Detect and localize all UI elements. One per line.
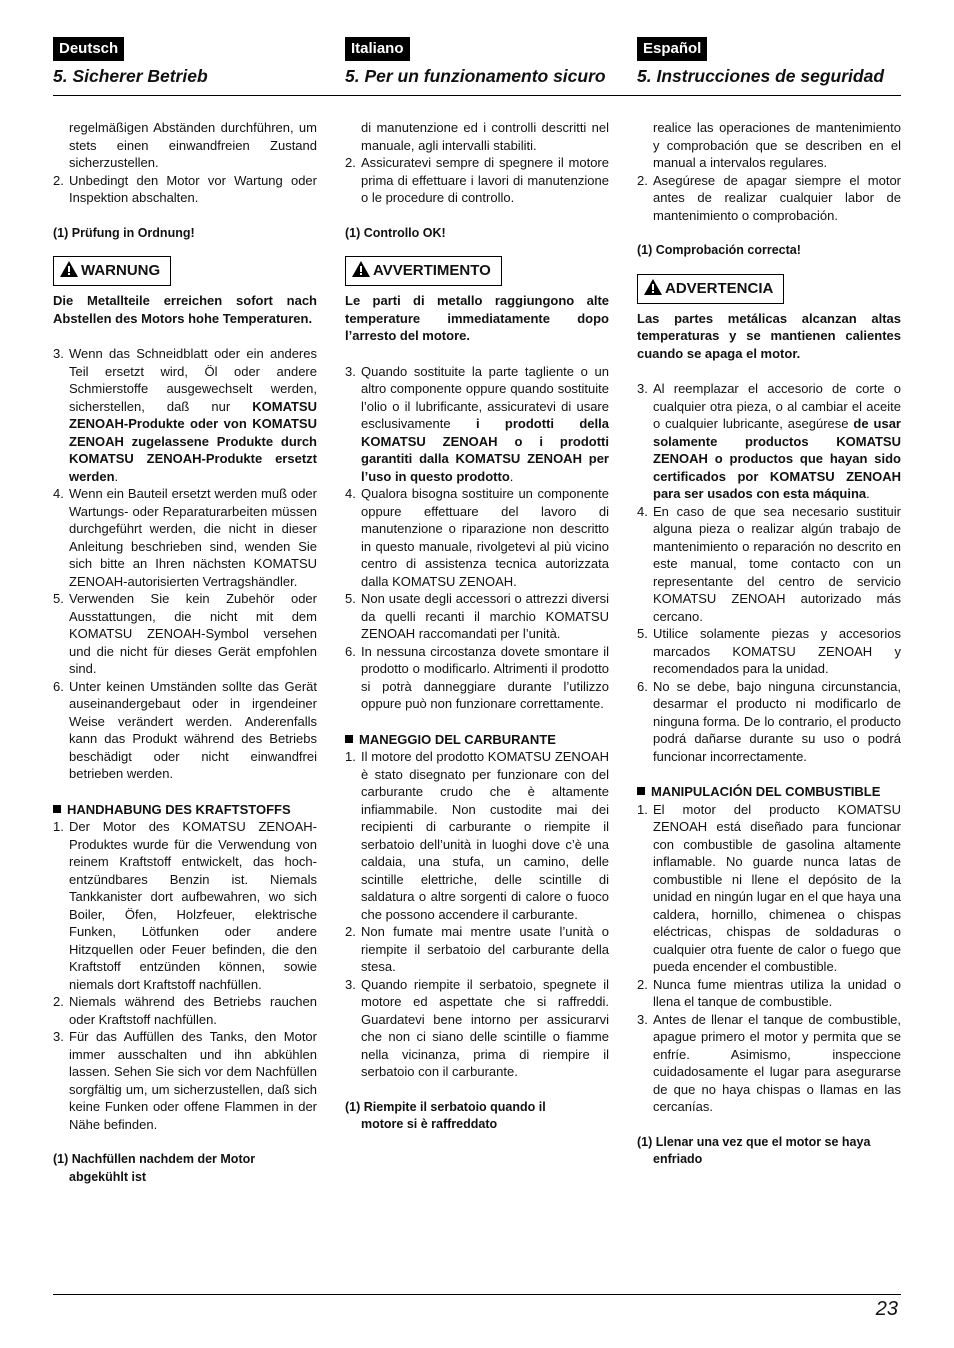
warning-text: Las partes metálicas alcanzan altas temperaturas y se mantienen calientes cuando se apaga el motor.	[637, 310, 901, 361]
figure-caption: (1) Llenar una vez que el motor se haya	[637, 1134, 871, 1149]
list-item: 2. Unbedingt den Motor vor Wartung oder Inspektion abschalten.	[53, 172, 317, 205]
language-tab: Deutsch	[53, 37, 124, 61]
language-tab: Español	[637, 37, 707, 61]
list-item: 2. Niemals während des Betriebs rauchen oder Kraftstoff nachfüllen.	[53, 994, 317, 1027]
section-title: 5. Per un funzionamento sicuro	[345, 66, 606, 86]
list-item: 1. Der Motor des KOMATSU ZENOAH-Produktes wurde für die Verwendung von reinem Kraftstoff entwickelt, das hoch-entzündbares Benzin ist. Niemals Tankkanister dort aufbewahren, wo sich Boiler, Öfen, Holzfeuer, elektrische Funken, Lötfunken oder andere Hitzquellen oder Feuer befinden, die den Kraftstoff entzünden können, sowie niemals dort Kraftstoff nachfüllen.	[53, 819, 317, 992]
warning-icon	[644, 279, 662, 295]
square-bullet-icon	[53, 805, 61, 813]
figure-caption-cont: abgekühlt ist	[69, 1169, 147, 1184]
list-item: 2. Non fumate mai mentre usate l’unità o riempite il serbatoio del carburante della stesa.	[345, 924, 609, 974]
section-heading: MANEGGIO DEL CARBURANTE	[345, 731, 609, 749]
list-item: 3. Für das Auffüllen des Tanks, den Motor immer ausschalten und ihn abkühlen lassen. Sehen Sie sich vor dem Nachfüllen sorgfältig um, um sicherzustellen, daß sich keine Funken oder offene Flammen in der Nähe befinden.	[53, 1029, 317, 1132]
list-item: 5. Non usate degli accessori o attrezzi diversi da quelli recanti il marchio KOMATSU ZENOAH raccomandati per l’unità.	[345, 591, 609, 641]
list-item: 6. In nessuna circostanza dovete smontare il prodotto o modificarlo. Altrimenti il prodotto si potrà danneggiare durante l’utilizzo oppure può non funzionare correttamente.	[345, 643, 609, 711]
list-item: 6. No se debe, bajo ninguna circunstancia, desarmar el producto ni modificarlo de ninguna forma. De lo contrario, el producto podrá dañarse durante su uso o podrá funcionar incorrectamente.	[637, 678, 901, 764]
list-item: 2. Nunca fume mientras utiliza la unidad o llena el tanque de combustible.	[637, 976, 901, 1009]
list-item: 2. Asegúrese de apagar siempre el motor antes de realizar cualquier labor de mantenimiento o comprobación.	[637, 172, 901, 223]
list-item: 6. Unter keinen Umständen sollte das Gerät auseinandergebaut oder in irgendeiner Weise verändert werden. Anderenfalls kann das Produkt während des Betriebs beschädigt oder nicht einwandfrei betrieben werden.	[53, 678, 317, 781]
square-bullet-icon	[345, 735, 353, 743]
figure-caption: (1) Riempite il serbatoio quando il	[345, 1099, 546, 1114]
list-item: 3. Quando sostituite la parte tagliente o un altro componente oppure quando sostituite l’olio o il lubrificante, assicuratevi di usare esclusivamente i prodotti della KOMATSU ZENOAH o i prodotti garantiti dalla KOMATSU ZENOAH per l’uso in questo prodotto.	[345, 363, 609, 484]
list-item: 1. El motor del producto KOMATSU ZENOAH está diseñado para funcionar con combustible de gasolina altamente inflamable. No guarde nunca latas de combustible ni llene el depósito de la unidad en ningún lugar en el que haya una caldera, hornillo, chimenea o chispas eléctricas, chispas de soldaduras o cualquier otra fuente de calor o fuego que pueda encender el combustible.	[637, 801, 901, 974]
header-rule	[53, 95, 901, 96]
list-item: 3. Antes de llenar el tanque de combustible, apague primero el motor y permita que se enfríe. Asimismo, inspeccione cuidadosamente el lugar para asegurarse de que no haya chispas o llamas en las cercanías.	[637, 1011, 901, 1114]
list-item: 2. Assicuratevi sempre di spegnere il motore prima di effettuare i lavori di manutenzione o le procedure di controllo.	[345, 155, 609, 205]
list-item: 3. Quando riempite il serbatoio, spegnete il motore ed aspettate che si raffreddi. Guardatevi bene intorno per assicurarvi che non ci siano delle scintille o fiamme nella vicinanza, prima di riempire il serbatoio con il carburante.	[345, 976, 609, 1079]
warning-text: Die Metallteile erreichen sofort nach Abstellen des Motors hohe Temperaturen.	[53, 293, 317, 326]
column-content	[345, 119, 609, 1134]
list-item: 4. En caso de que sea necesario sustituir alguna pieza o realizar algún trabajo de mantenimiento o reparación no descrito en este manual, tome contacto con un representante del centro de servicio KOMATSU ZENOAH autorizado más cercano.	[637, 503, 901, 624]
column-content	[637, 119, 901, 1169]
section-heading: MANIPULACIÓN DEL COMBUSTIBLE	[637, 783, 901, 801]
square-bullet-icon	[637, 787, 645, 795]
list-item: 5. Verwenden Sie kein Zubehör oder Ausstattungen, die nicht mit dem KOMATSU ZENOAH-Symbol versehen und die nicht für dieses Gerät empfohlen sind.	[53, 591, 317, 676]
list-item: 4. Qualora bisogna sostituire un componente oppure effettuare del lavoro di manutenzione o riparazione non descritto in questo manuale, rivolgetevi al più vicino centro di assistenza tecnica autorizzata dalla KOMATSU ZENOAH.	[345, 486, 609, 589]
figure-caption: (1) Controllo OK!	[345, 225, 446, 240]
figure-caption-cont: motore si è raffreddato	[361, 1117, 498, 1131]
column-content	[53, 119, 317, 1186]
section-title: 5. Instrucciones de seguridad	[637, 66, 885, 86]
language-tab: Italiano	[345, 37, 410, 61]
figure-caption: (1) Prüfung in Ordnung!	[53, 225, 195, 240]
section-title: 5. Sicherer Betrieb	[53, 66, 208, 86]
list-item: 3. Al reemplazar el accesorio de corte o cualquier otra pieza, o al cambiar el aceite o cualquier lubricante, asegúrese de usar solamente productos KOMATSU ZENOAH o productos que hayan sido certificados por KOMATSU ZENOAH para ser usados con esta máquina.	[637, 381, 901, 501]
warning-box: ADVERTENCIA	[637, 274, 784, 304]
intro-text: realice las operaciones de mantenimiento y comprobación que se describen en el manual a intervalos regulares.	[653, 120, 901, 170]
section-heading: HANDHABUNG DES KRAFTSTOFFS	[53, 801, 317, 819]
intro-text: regelmäßigen Abständen durchführen, um stets einen einwandfreien Zustand sicherzustellen.	[69, 120, 317, 170]
warning-text: Le parti di metallo raggiungono alte temperature immediatamente dopo l’arresto del motore.	[345, 293, 609, 343]
figure-caption: (1) Nachfüllen nachdem der Motor	[53, 1152, 256, 1166]
warning-box: AVVERTIMENTO	[345, 256, 502, 286]
page-number: 23	[875, 1298, 898, 1320]
list-item: 3. Wenn das Schneidblatt oder ein anderes Teil ersetzt wird, Öl oder andere Schmierstoffe ausgewechselt werden, sicherstellen, daß nur KOMATSU ZENOAH-Produkte oder von KOMATSU ZENOAH zugelassene Produkte durch KOMATSU ZENOAH-Produkte ersetzt werden.	[53, 346, 317, 484]
figure-caption-cont: enfriado	[653, 1152, 703, 1166]
warning-icon	[352, 261, 370, 277]
warning-icon	[60, 261, 78, 277]
list-item: 5. Utilice solamente piezas y accesorios marcados KOMATSU ZENOAH y recomendados para la unidad.	[637, 626, 901, 676]
intro-text: di manutenzione ed i controlli descritti nel manuale, agli intervalli stabiliti.	[361, 120, 609, 153]
list-item: 4. Wenn ein Bauteil ersetzt werden muß oder Wartungs- oder Reparaturarbeiten müssen durchgeführt werden, die nicht in dieser Anleitung beschrieben sind, wenden Sie sich bitte an Ihren nächsten KOMATSU ZENOAH-autorisierten Vertragshändler.	[53, 486, 317, 589]
footer-rule	[53, 1294, 901, 1295]
figure-caption: (1) Comprobación correcta!	[637, 243, 801, 257]
warning-box: WARNUNG	[53, 256, 171, 286]
list-item: 1. Il motore del prodotto KOMATSU ZENOAH è stato disegnato per funzionare con del carburante crudo che è altamente infiammabile. Non custodite mai dei recipienti di carburante o riempite il serbatoio dell’unità in luoghi dove c’è una caldaia, una stufa, un camino, delle scintille elettriche, delle scintille di saldatura o altre sorgenti di calore o fuoco che possono accendere il carburante.	[345, 749, 609, 922]
